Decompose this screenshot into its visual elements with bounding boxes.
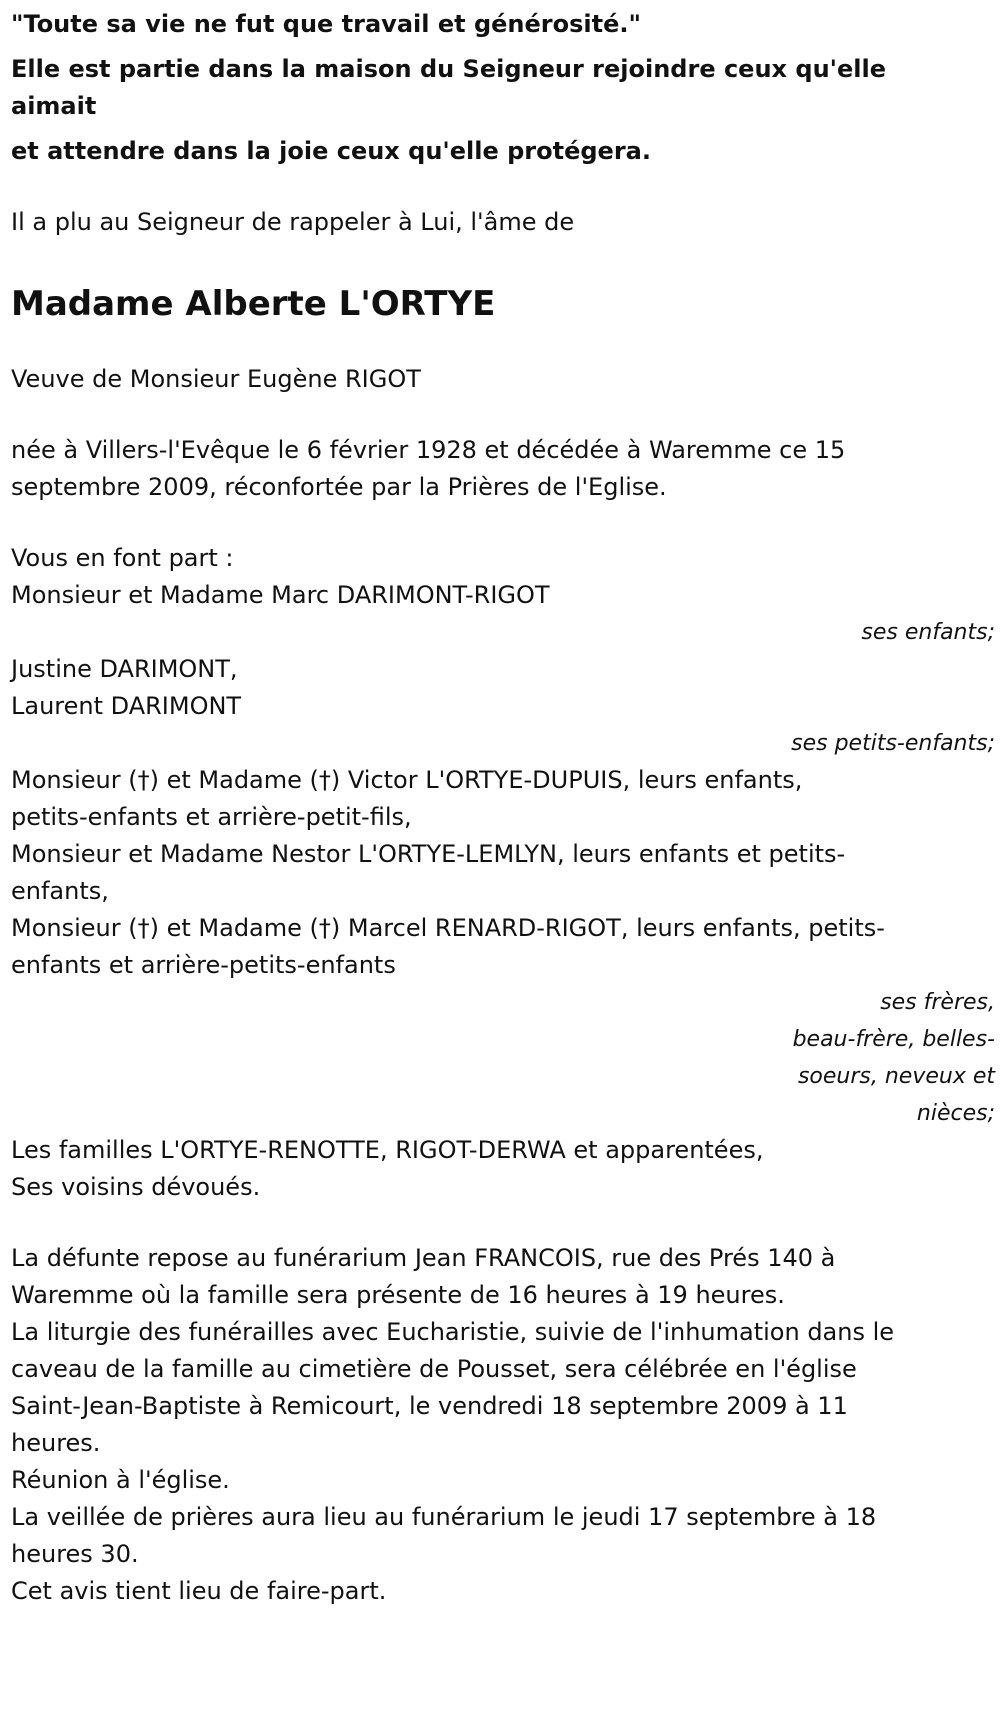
- sibling-line: enfants,: [11, 877, 109, 905]
- sibling-line: petits-enfants et arrière-petit-fils,: [11, 803, 412, 831]
- siblings-role-line: nièces;: [916, 1101, 995, 1126]
- funeral-line: heures 30.: [11, 1540, 139, 1568]
- funeral-line: Saint-Jean-Baptiste à Remicourt, le vendredi 18 septembre 2009 à 11: [11, 1392, 848, 1420]
- funeral-line: heures.: [11, 1429, 101, 1457]
- funeral-line: Réunion à l'église.: [11, 1466, 230, 1494]
- grandchildren-role: ses petits-enfants;: [791, 731, 995, 756]
- children-name: Monsieur et Madame Marc DARIMONT-RIGOT: [11, 581, 550, 609]
- intro-text: Il a plu au Seigneur de rappeler à Lui, l'âme de: [11, 208, 575, 236]
- widow-line: Veuve de Monsieur Eugène RIGOT: [11, 365, 421, 393]
- quote-line-3: et attendre dans la joie ceux qu'elle protégera.: [11, 137, 651, 165]
- grandchild-name: Laurent DARIMONT: [11, 692, 242, 720]
- sibling-line: Monsieur (†) et Madame (†) Victor L'ORTYE-DUPUIS, leurs enfants,: [11, 766, 803, 794]
- sibling-line: Monsieur et Madame Nestor L'ORTYE-LEMLYN, leurs enfants et petits-: [11, 840, 846, 868]
- funeral-line: La défunte repose au funérarium Jean FRANCOIS, rue des Prés 140 à: [11, 1244, 836, 1272]
- deceased-name: Madame Alberte L'ORTYE: [11, 284, 496, 324]
- sibling-line: enfants et arrière-petits-enfants: [11, 951, 396, 979]
- funeral-line: Cet avis tient lieu de faire-part.: [11, 1577, 387, 1605]
- birth-line-2: septembre 2009, réconfortée par la Prières de l'Eglise.: [11, 473, 667, 501]
- announce-line: Vous en font part :: [11, 544, 234, 572]
- siblings-role-line: beau-frère, belles-: [792, 1027, 995, 1052]
- funeral-line: La liturgie des funérailles avec Eucharistie, suivie de l'inhumation dans le: [11, 1318, 895, 1346]
- quote-line-1: "Toute sa vie ne fut que travail et générosité.": [11, 10, 641, 38]
- families-line: Les familles L'ORTYE-RENOTTE, RIGOT-DERWA et apparentées,: [11, 1136, 764, 1164]
- siblings-role-line: ses frères,: [880, 990, 995, 1015]
- siblings-role-line: soeurs, neveux et: [797, 1064, 995, 1089]
- families-line: Ses voisins dévoués.: [11, 1173, 261, 1201]
- funeral-line: caveau de la famille au cimetière de Pousset, sera célébrée en l'église: [11, 1355, 857, 1383]
- quote-line-2b: aimait: [11, 92, 97, 120]
- birth-line-1: née à Villers-l'Evêque le 6 février 1928 et décédée à Waremme ce 15: [11, 436, 846, 464]
- funeral-line: La veillée de prières aura lieu au funérarium le jeudi 17 septembre à 18: [11, 1503, 877, 1531]
- quote-line-2a: Elle est partie dans la maison du Seigneur rejoindre ceux qu'elle: [11, 55, 887, 83]
- funeral-line: Waremme où la famille sera présente de 16 heures à 19 heures.: [11, 1281, 785, 1309]
- grandchild-name: Justine DARIMONT,: [11, 655, 238, 683]
- children-role: ses enfants;: [861, 620, 995, 645]
- sibling-line: Monsieur (†) et Madame (†) Marcel RENARD-RIGOT, leurs enfants, petits-: [11, 914, 885, 942]
